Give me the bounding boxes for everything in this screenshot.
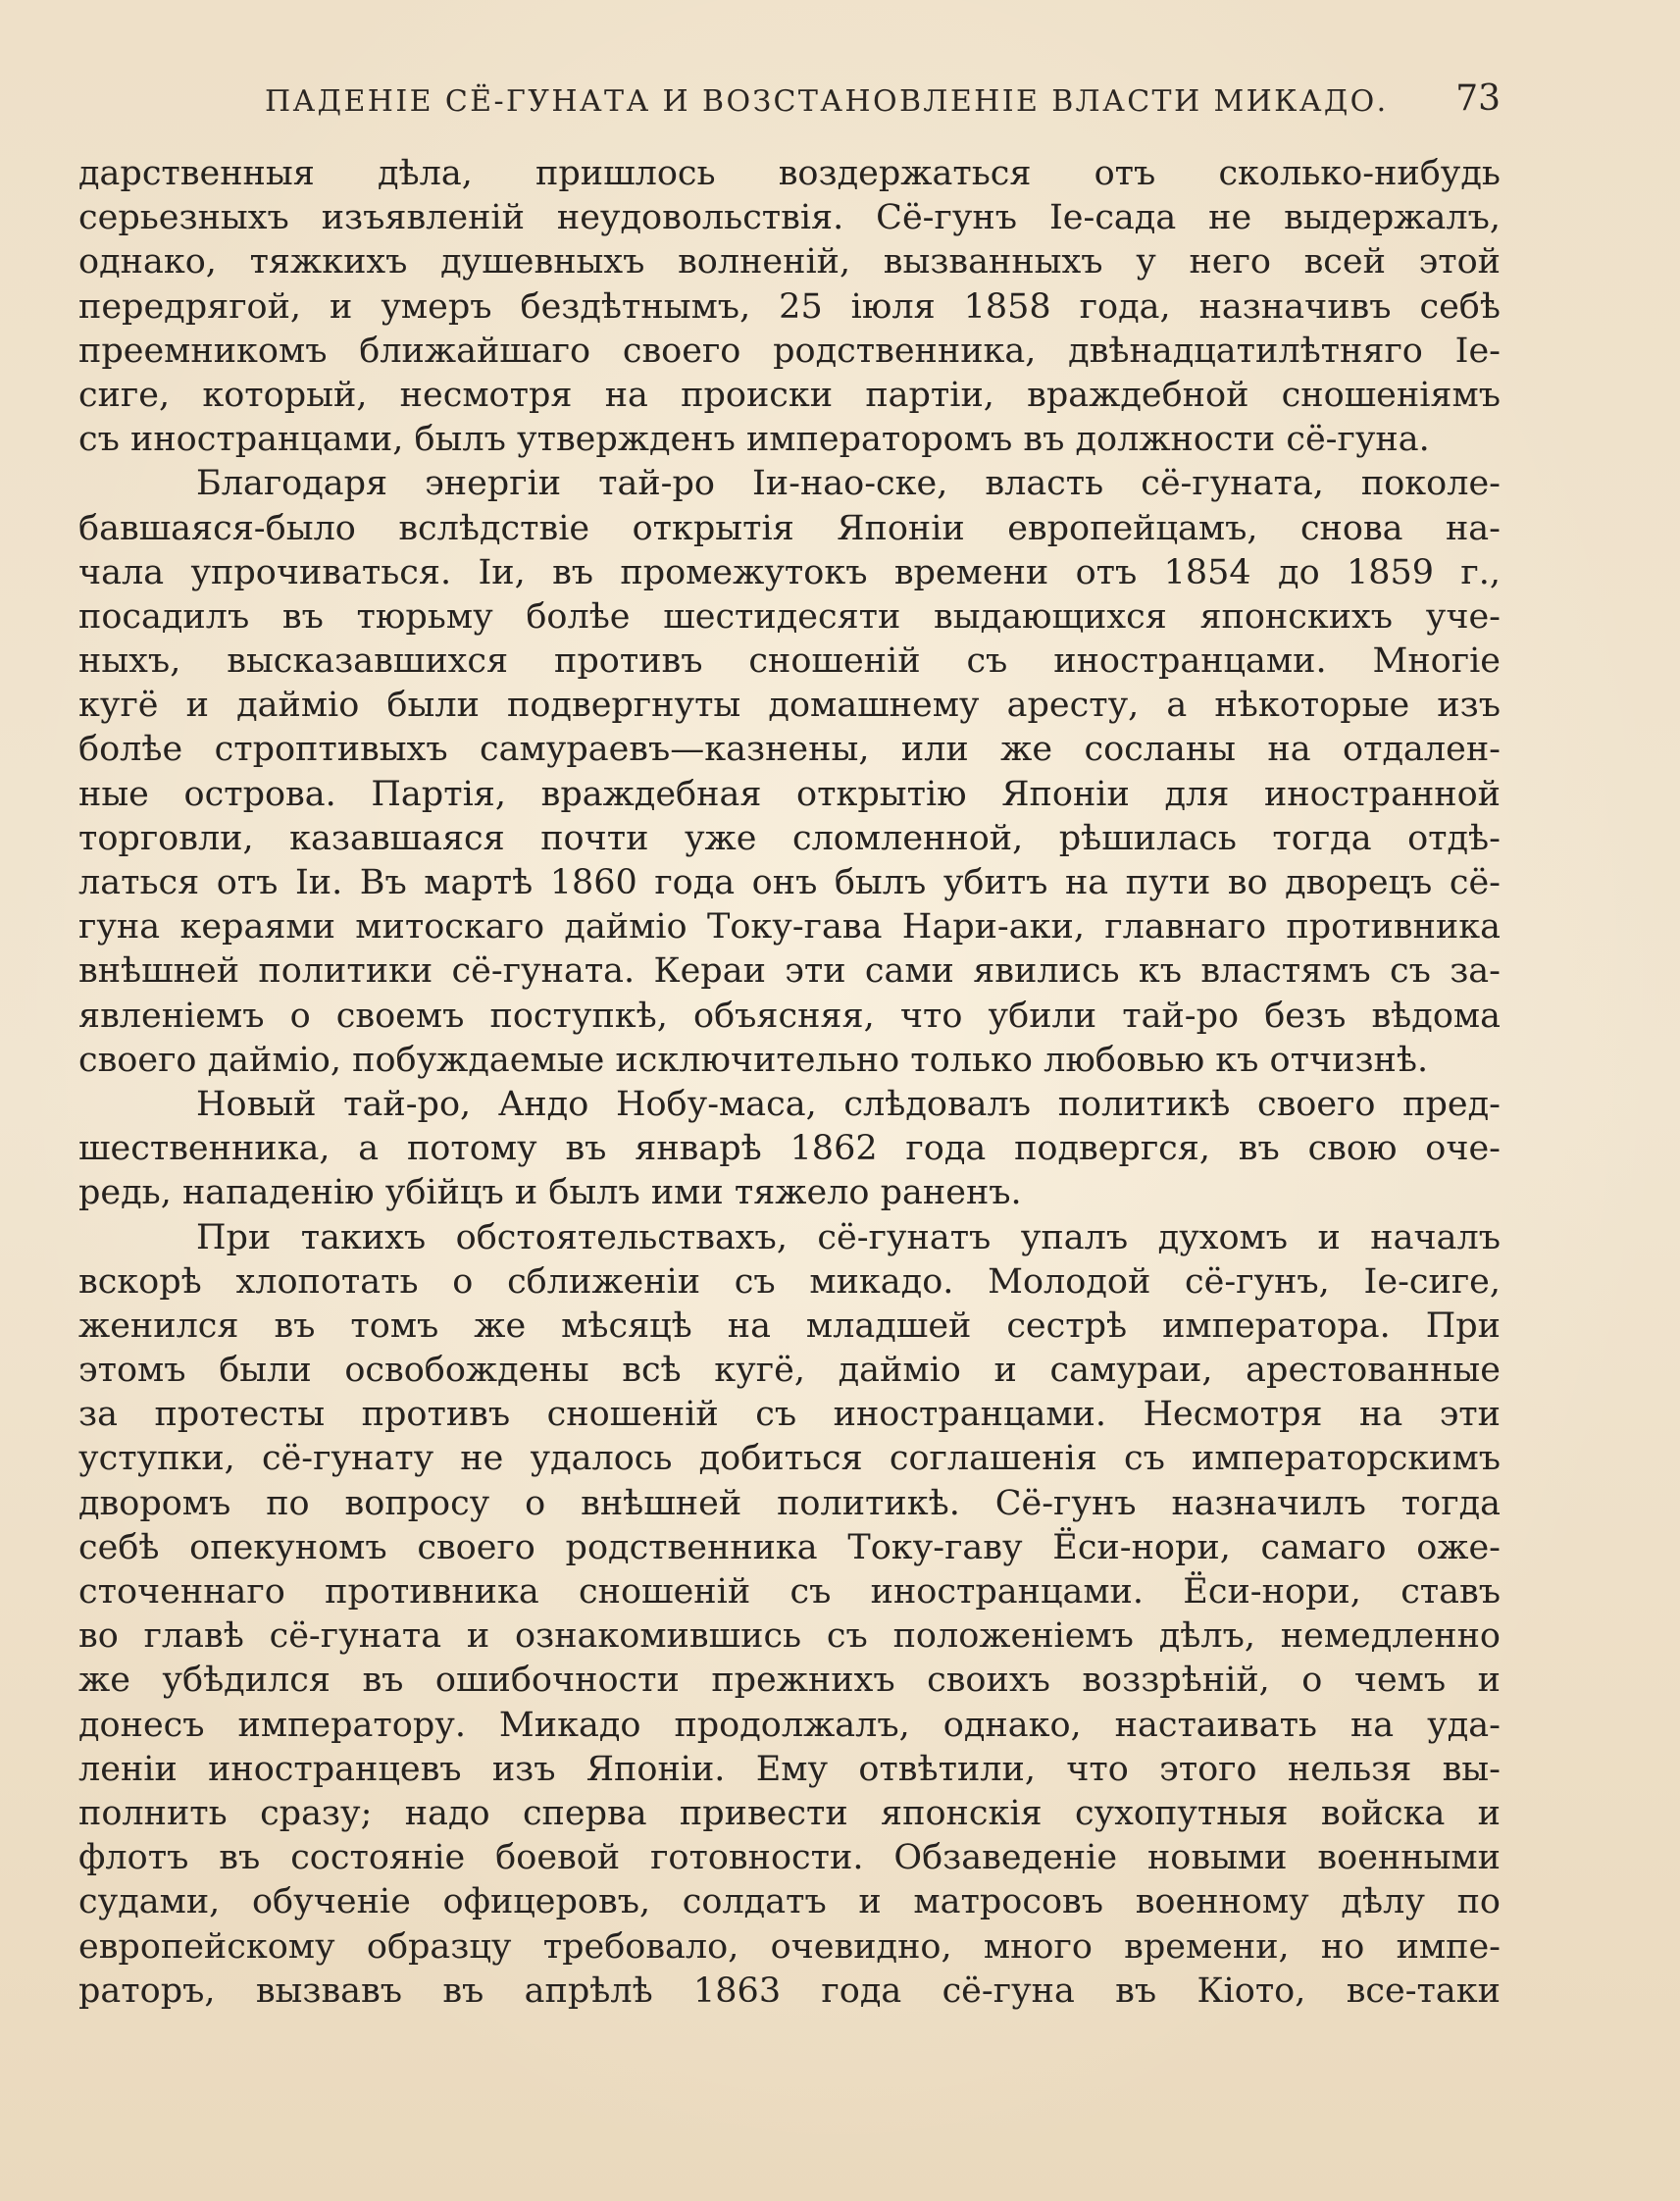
text-line: во главѣ сё-гуната и ознакомившись съ положеніемъ дѣлъ, немедленно (78, 1616, 1501, 1657)
body-text (78, 152, 1501, 2014)
running-head: ПАДЕНІЕ СЁ-ГУНАТА И ВОЗСТАНОВЛЕНІЕ ВЛАСТИ МИКАДО. (265, 84, 1389, 119)
text-line: явленіемъ о своемъ поступкѣ, объясняя, что убили тай-ро безъ вѣдома (78, 996, 1501, 1036)
text-line: посадилъ въ тюрьму болѣе шестидесяти выдающихся японскихъ уче- (78, 596, 1501, 637)
text-line: серьезныхъ изъявленій неудовольствія. Сё-гунъ Іе-сада не выдержалъ, (78, 198, 1501, 238)
paragraph-start-line: Благодаря энергіи тай-ро Іи-нао-ске, власть сё-гуната, поколе- (196, 464, 1501, 504)
text-line: же убѣдился въ ошибочности прежнихъ своихъ воззрѣній, о чемъ и (78, 1661, 1501, 1701)
text-line: за протесты противъ сношеній съ иностранцами. Несмотря на эти (78, 1395, 1501, 1435)
text-line: женился въ томъ же мѣсяцѣ на младшей сестрѣ императора. При (78, 1305, 1501, 1346)
text-line: гуна кераями митоскаго дайміо Току-гава Нари-аки, главнаго противника (78, 907, 1501, 947)
text-line: чала упрочиваться. Іи, въ промежутокъ времени отъ 1854 до 1859 г., (78, 552, 1501, 592)
text-line: преемникомъ ближайшаго своего родственника, двѣнадцатилѣтняго Іе- (78, 331, 1501, 371)
text-line: вскорѣ хлопотать о сближеніи съ микадо. Молодой сё-гунъ, Іе-сиге, (78, 1261, 1501, 1302)
text-line: европейскому образцу требовало, очевидно, много времени, но импе- (78, 1926, 1501, 1967)
page-number: 73 (1455, 78, 1501, 119)
page-header (78, 77, 1501, 135)
text-line: судами, обученіе офицеровъ, солдатъ и матросовъ военному дѣлу по (78, 1882, 1501, 1922)
text-line: уступки, сё-гунату не удалось добиться соглашенія съ императорскимъ (78, 1439, 1501, 1479)
text-line: торговли, казавшаяся почти уже сломленной, рѣшилась тогда отдѣ- (78, 818, 1501, 858)
text-line: кугё и дайміо были подвергнуты домашнему аресту, а нѣкоторые изъ (78, 686, 1501, 726)
text-line: латься отъ Іи. Въ мартѣ 1860 года онъ былъ убитъ на пути во дворецъ сё- (78, 863, 1501, 902)
text-line: этомъ были освобождены всѣ кугё, дайміо и самураи, арестованные (78, 1351, 1501, 1391)
text-line: бавшаяся-было вслѣдствіе открытія Японіи европейцамъ, снова на- (78, 508, 1501, 548)
text-line: донесъ императору. Микадо продолжалъ, однако, настаивать на уда- (78, 1705, 1501, 1745)
text-line: передрягой, и умеръ бездѣтнымъ, 25 іюля 1858 года, назначивъ себѣ (78, 286, 1501, 327)
text-line: сиге, который, несмотря на происки партіи, враждебной сношеніямъ (78, 375, 1501, 415)
text-line: съ иностранцами, былъ утвержденъ императоромъ въ должности сё-гуна. (78, 420, 1430, 460)
text-line: дарственныя дѣла, пришлось воздержаться отъ сколько-нибудь (78, 154, 1501, 193)
text-line: своего дайміо, побуждаемые исключительно только любовью къ отчизнѣ. (78, 1040, 1429, 1080)
text-line: себѣ опекуномъ своего родственника Току-гаву Ёси-нори, самаго оже- (78, 1527, 1501, 1567)
text-line: раторъ, вызвавъ въ апрѣлѣ 1863 года сё-гуна въ Кіото, все-таки (78, 1971, 1501, 2011)
paragraph-start-line: При такихъ обстоятельствахъ, сё-гунатъ упалъ духомъ и началъ (196, 1217, 1501, 1257)
text-line: однако, тяжкихъ душевныхъ волненій, вызванныхъ у него всей этой (78, 242, 1501, 282)
text-line: леніи иностранцевъ изъ Японіи. Ему отвѣтили, что этого нельзя вы- (78, 1749, 1501, 1789)
text-line: редь, нападенію убійцъ и былъ ими тяжело раненъ. (78, 1173, 1022, 1213)
text-line: болѣе строптивыхъ самураевъ—казнены, или же сосланы на отдален- (78, 730, 1501, 770)
text-line: флотъ въ состояніе боевой готовности. Обзаведеніе новыми военными (78, 1838, 1501, 1878)
text-line: полнить сразу; надо сперва привести японскія сухопутныя войска и (78, 1793, 1501, 1833)
text-line: ные острова. Партія, враждебная открытію Японіи для иностранной (78, 774, 1501, 814)
text-line: ныхъ, высказавшихся противъ сношеній съ иностранцами. Многіе (78, 641, 1501, 682)
text-line: внѣшней политики сё-гуната. Кераи эти сами явились къ властямъ съ за- (78, 951, 1501, 992)
text-line: сточеннаго противника сношеній съ иностранцами. Ёси-нори, ставъ (78, 1572, 1501, 1612)
paragraph-start-line: Новый тай-ро, Андо Нобу-маса, слѣдовалъ политикѣ своего пред- (196, 1084, 1501, 1124)
text-line: шественника, а потому въ январѣ 1862 года подвергся, въ свою оче- (78, 1129, 1501, 1169)
text-line: дворомъ по вопросу о внѣшней политикѣ. Сё-гунъ назначилъ тогда (78, 1483, 1501, 1523)
